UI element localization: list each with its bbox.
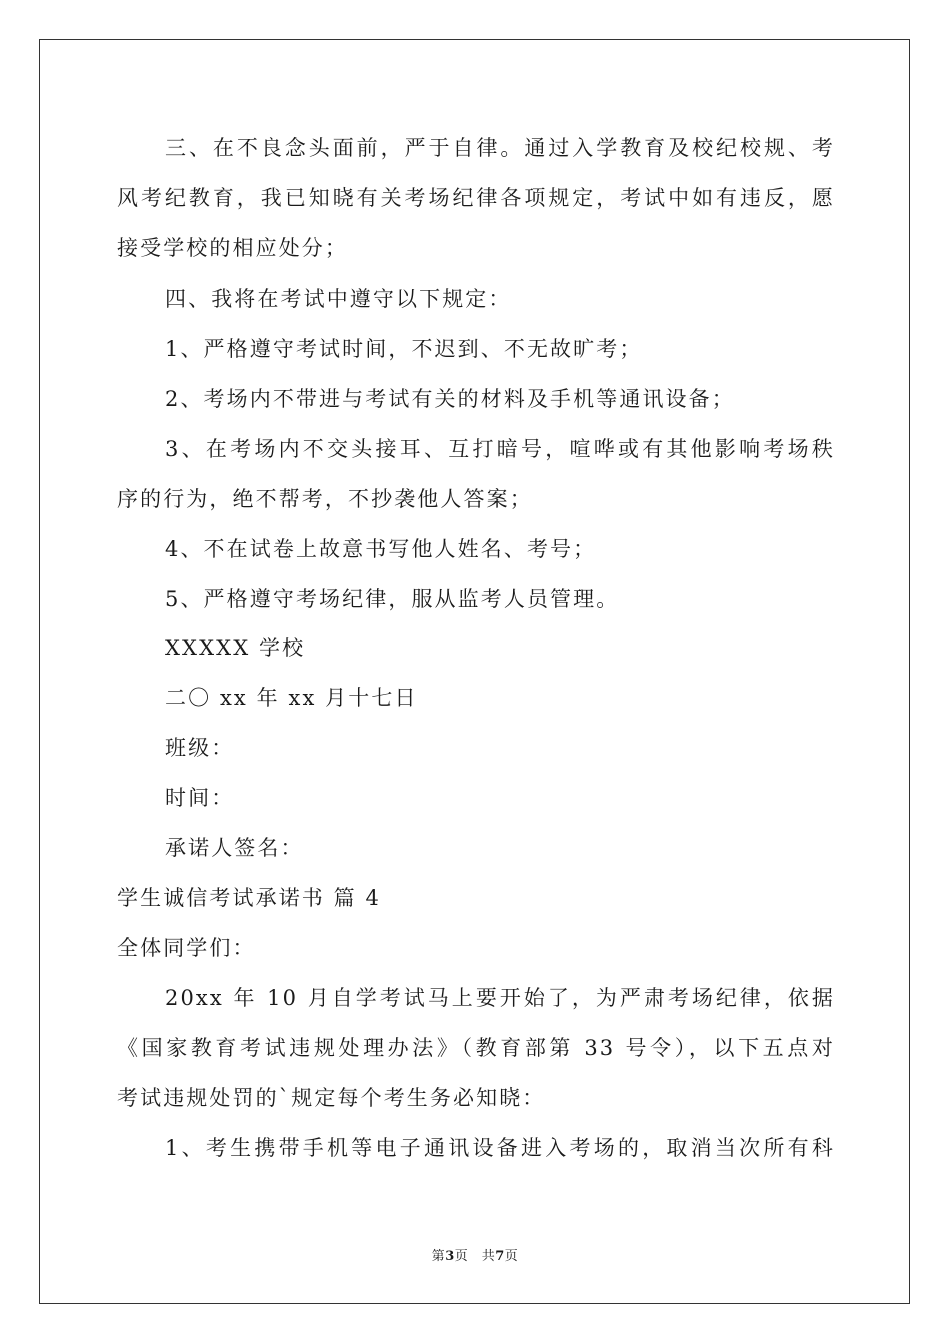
list-item: 5、严格遵守考场纪律，服从监考人员管理。 <box>165 587 620 611</box>
paragraph-line: 考试违规处罚的`规定每个考生务必知晓： <box>117 1086 546 1110</box>
page-number-prefix: 第 <box>431 1249 446 1264</box>
list-item: 3、在考场内不交头接耳、互打暗号，喧哗或有其他影响考场秩 <box>165 437 835 461</box>
date-line: 二〇 xx 年 xx 月十七日 <box>165 686 418 710</box>
page-number-mid: 页 共 <box>454 1249 496 1264</box>
time-field-label: 时间： <box>165 786 235 810</box>
list-item: 1、考生携带手机等电子通讯设备进入考场的，取消当次所有科 <box>165 1136 835 1160</box>
school-name: XXXXX 学校 <box>165 636 306 660</box>
total-page-number: 7 <box>495 1249 505 1264</box>
paragraph-line: 四、我将在考试中遵守以下规定： <box>165 287 512 311</box>
paragraph-line: 接受学校的相应处分； <box>117 236 348 260</box>
class-field-label: 班级： <box>165 736 235 760</box>
paragraph-line: 三、在不良念头面前，严于自律。通过入学教育及校纪校规、考 <box>165 136 835 160</box>
signature-field-label: 承诺人签名： <box>165 836 304 860</box>
page-number-suffix: 页 <box>504 1249 519 1264</box>
section-heading: 学生诚信考试承诺书 篇 4 <box>117 886 382 910</box>
list-item: 4、不在试卷上故意书写他人姓名、考号； <box>165 537 597 561</box>
paragraph-line: 20xx 年 10 月自学考试马上要开始了，为严肃考场纪律，依据 <box>165 986 835 1010</box>
list-item: 2、考场内不带进与考试有关的材料及手机等通讯设备； <box>165 387 735 411</box>
list-item: 1、严格遵守考试时间，不迟到、不无故旷考； <box>165 337 643 361</box>
paragraph-line: 《国家教育考试违规处理办法》（教育部第 33 号令），以下五点对 <box>117 1036 835 1060</box>
paragraph-line: 风考纪教育，我已知晓有关考场纪律各项规定，考试中如有违反，愿 <box>117 186 835 210</box>
page-border <box>39 39 910 1304</box>
paragraph-line: 序的行为，绝不帮考，不抄袭他人答案； <box>117 487 533 511</box>
page-footer <box>0 1249 950 1265</box>
salutation: 全体同学们： <box>117 936 256 960</box>
current-page-number: 3 <box>445 1249 455 1264</box>
